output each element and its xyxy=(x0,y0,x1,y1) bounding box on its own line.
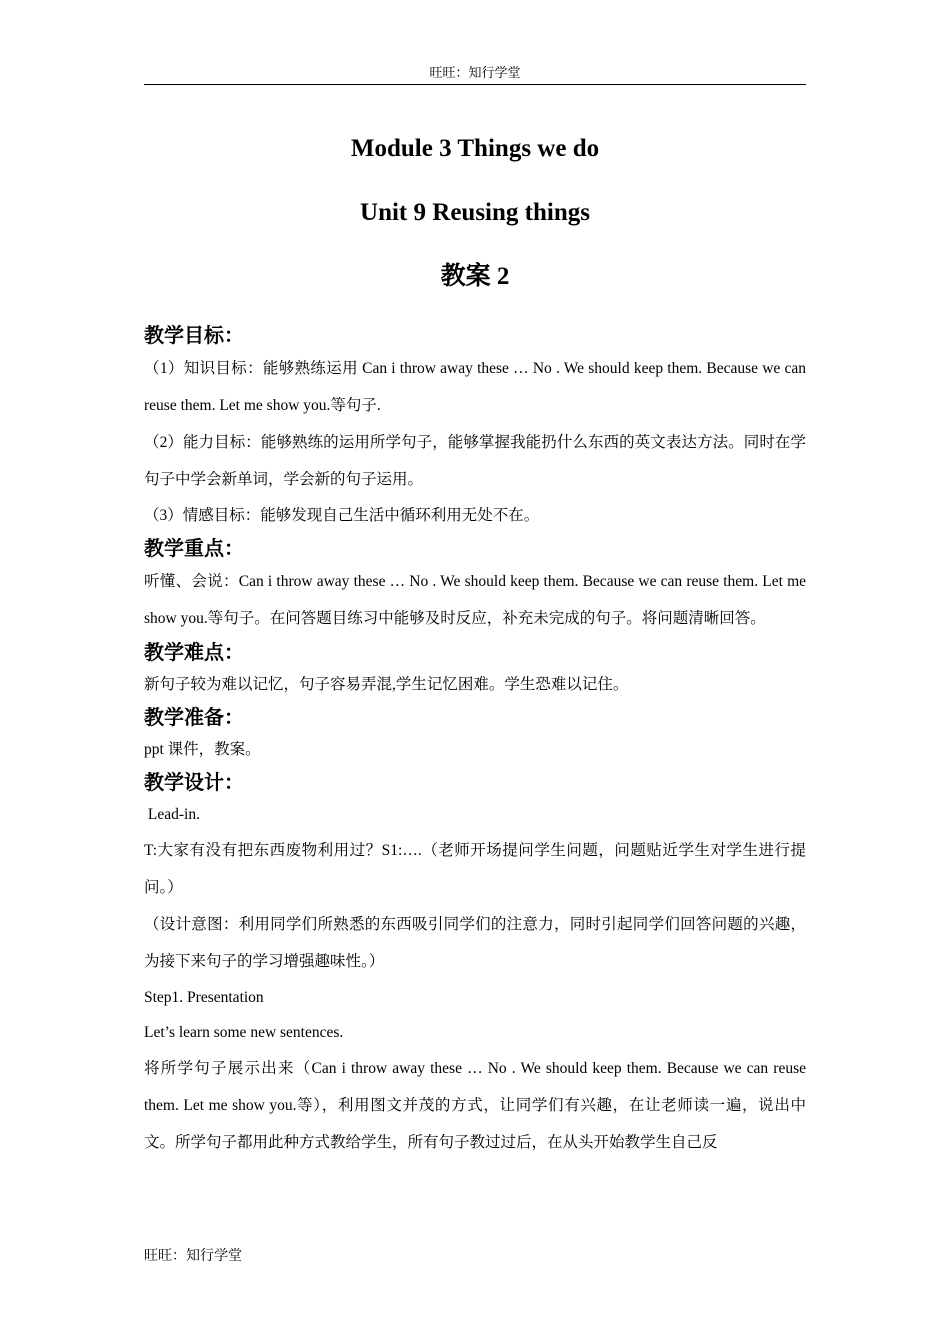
goal-knowledge: （1）知识目标：能够熟练运用 Can i throw away these … No . We should keep them. Because we can reuse them. Let me show you.等句子. xyxy=(144,360,806,414)
header-text: 旺旺：知行学堂 xyxy=(429,65,521,80)
preparation-heading: 教学准备： xyxy=(144,705,244,729)
design-intent: （设计意图：利用同学们所熟悉的东西吸引同学们的注意力，同时引起同学们回答问题的兴趣，为接下来句子的学习增强趣味性。） xyxy=(144,916,806,970)
design-teacher-question: T:大家有没有把东西废物利用过？S1:….（老师开场提问学生问题，问题贴近学生对学生进行提问。） xyxy=(144,842,806,896)
page-header xyxy=(144,64,806,85)
page-footer xyxy=(144,1248,242,1266)
design-lead-in: Lead-in. xyxy=(144,806,200,823)
design-learn-sentences: Let’s learn some new sentences. xyxy=(144,1024,344,1041)
key-points-heading: 教学重点： xyxy=(144,536,244,560)
goal-emotion: （3）情感目标：能够发现自己生活中循环利用无处不在。 xyxy=(144,507,540,524)
design-heading: 教学设计： xyxy=(144,770,244,794)
design-presentation-text: 将所学句子展示出来（Can i throw away these … No . We should keep them. Because we can reuse them. Let me show you.等），利用图文并茂的方式，让同学们有兴趣，在让老师读一遍，说出中文。所学句子都用此种方式教给学生，所有句子教过过后，在从头开始教学生自己反 xyxy=(144,1060,806,1151)
document-body xyxy=(144,130,806,1161)
preparation-text: ppt 课件，教案。 xyxy=(144,741,261,758)
key-points-text: 听懂、会说：Can i throw away these … No . We should keep them. Because we can reuse them. Let me show you.等句子。在问答题目练习中能够及时反应，补充未完成的句子。将问题清晰回答。 xyxy=(144,573,806,627)
design-step1: Step1. Presentation xyxy=(144,989,264,1006)
module-title: Module 3 Things we do xyxy=(350,135,600,162)
lesson-plan-title: 教案 2 xyxy=(440,263,510,290)
difficulties-heading: 教学难点： xyxy=(144,640,244,664)
unit-title: Unit 9 Reusing things xyxy=(360,199,590,226)
footer-text: 旺旺：知行学堂 xyxy=(144,1249,242,1264)
goal-ability: （2）能力目标：能够熟练的运用所学句子，能够掌握我能扔什么东西的英文表达方法。同时在学句子中学会新单词，学会新的句子运用。 xyxy=(144,434,806,488)
goals-heading: 教学目标： xyxy=(144,323,244,347)
difficulties-text: 新句子较为难以记忆，句子容易弄混,学生记忆困难。学生恐难以记住。 xyxy=(144,676,629,693)
